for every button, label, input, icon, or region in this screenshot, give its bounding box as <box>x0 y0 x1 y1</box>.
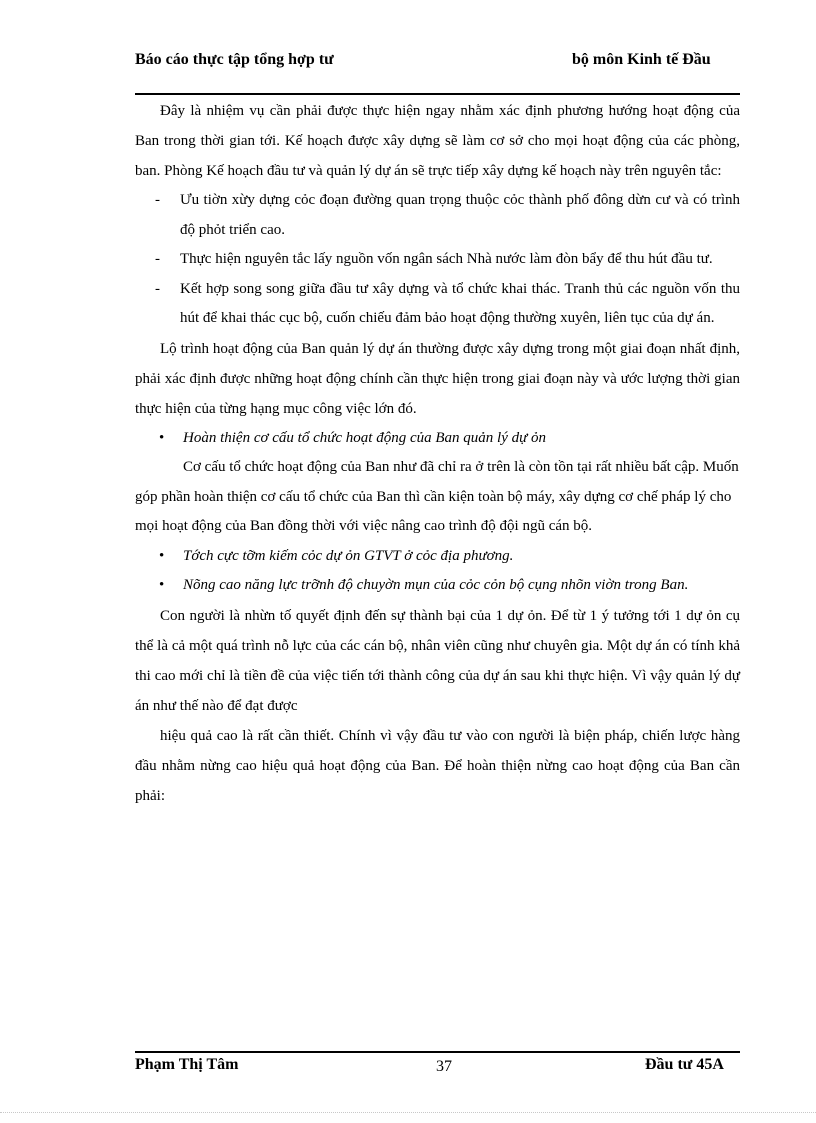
bullet-heading <box>135 542 740 572</box>
list-item-text: Thực hiện nguyên tắc lấy nguồn vốn ngân sách Nhà nước làm đòn bẩy để thu hút đầu tư. <box>180 251 713 267</box>
bullet-heading-text: Nõng cao năng lực trỡnh độ chuyờn mụn của cỏc cỏn bộ cụng nhõn viờn trong Ban. <box>183 577 689 593</box>
page-break-line <box>0 1112 816 1113</box>
people-paragraph: Con người là nhừn tố quyết định đến sự thành bại của 1 dự ỏn. Để từ 1 ý tưởng tới 1 dự ỏn cụ thể là cả một quá trình nỗ lực của các cán bộ, nhân viên cũng như chuyên gia. Một dự án có tính khả thi cao mới chỉ là tiền đề của việc tiến tới thành công của dự án sau khi thực hiện. Vì vậy quản lý dự án như thế nào để đạt được <box>135 607 740 714</box>
dash-marker: - <box>155 251 160 267</box>
list-item <box>135 186 740 245</box>
people-paragraph-continued: hiệu quả cao là rất cần thiết. Chính vì vậy đầu tư vào con người là biện pháp, chiến lược hàng đầu nhằm nừng cao hiệu quả hoạt động của Ban. Để hoàn thiện nừng cao hoạt động của Ban cần phải: <box>135 727 740 804</box>
structure-paragraph: Cơ cấu tổ chức hoạt động của Ban như đã chỉ ra ở trên là còn tồn tại rất nhiều bất cập. Muốn góp phần hoàn thiện cơ cấu tổ chức của Ban thì cần kiện toàn bộ máy, xây dựng cơ chế pháp lý cho mọi hoạt động của Ban đồng thời với việc nâng cao trình độ đội ngũ cán bộ. <box>135 459 739 534</box>
bullet-icon: • <box>159 547 165 564</box>
intro-paragraph: Đây là nhiệm vụ cần phải được thực hiện ngay nhằm xác định phương hướng hoạt động của Ban trong thời gian tới. Kế hoạch được xây dựng sẽ làm cơ sở cho mọi hoạt động của các phòng, ban. Phòng Kế hoạch đầu tư và quản lý dự án sẽ trực tiếp xây dựng kế hoạch này trên nguyên tắc: <box>135 103 740 179</box>
dash-marker: - <box>155 192 160 208</box>
header-rule <box>135 93 740 95</box>
bullet-heading-text: Hoàn thiện cơ cấu tổ chức hoạt động của Ban quản lý dự ỏn <box>183 429 547 446</box>
bullet-heading <box>135 424 740 454</box>
list-item-text: Ưu tiờn xừy dựng cỏc đoạn đường quan trọng thuộc cỏc thành phố đông dừn cư và có trình độ phỏt triển cao. <box>180 192 740 238</box>
list-item <box>135 245 740 275</box>
header-title: Báo cáo thực tập tổng hợp tư <box>135 51 334 68</box>
header-department: bộ môn Kinh tế Đầu <box>572 51 711 68</box>
bullet-heading <box>135 571 740 601</box>
footer-class: Đầu tư 45A <box>645 1056 724 1073</box>
page-number: 37 <box>436 1058 452 1075</box>
footer-author: Phạm Thị Tâm <box>135 1056 239 1073</box>
dash-marker: - <box>155 280 160 297</box>
bullet-heading-text: Tớch cực tỡm kiếm cỏc dự ỏn GTVT ở cỏc địa phương. <box>183 547 514 564</box>
roadmap-paragraph: Lộ trình hoạt động của Ban quản lý dự án thường được xây dựng trong một giai đoạn nhất định, phải xác định được những hoạt động chính cần thực hiện trong giai đoạn này và ước lượng thời gian thực hiện của từng hạng mục công việc lớn đó. <box>135 340 740 417</box>
bullet-icon: • <box>159 577 165 593</box>
document-body <box>135 96 740 811</box>
list-item <box>135 275 740 334</box>
footer-rule <box>135 1051 740 1053</box>
list-item-text: Kết hợp song song giữa đầu tư xây dựng và tổ chức khai thác. Tranh thủ các nguồn vốn thu hút để khai thác cục bộ, cuốn chiếu đảm bảo hoạt động thường xuyên, liên tục của dự án. <box>180 280 740 326</box>
bullet-icon: • <box>159 429 165 446</box>
